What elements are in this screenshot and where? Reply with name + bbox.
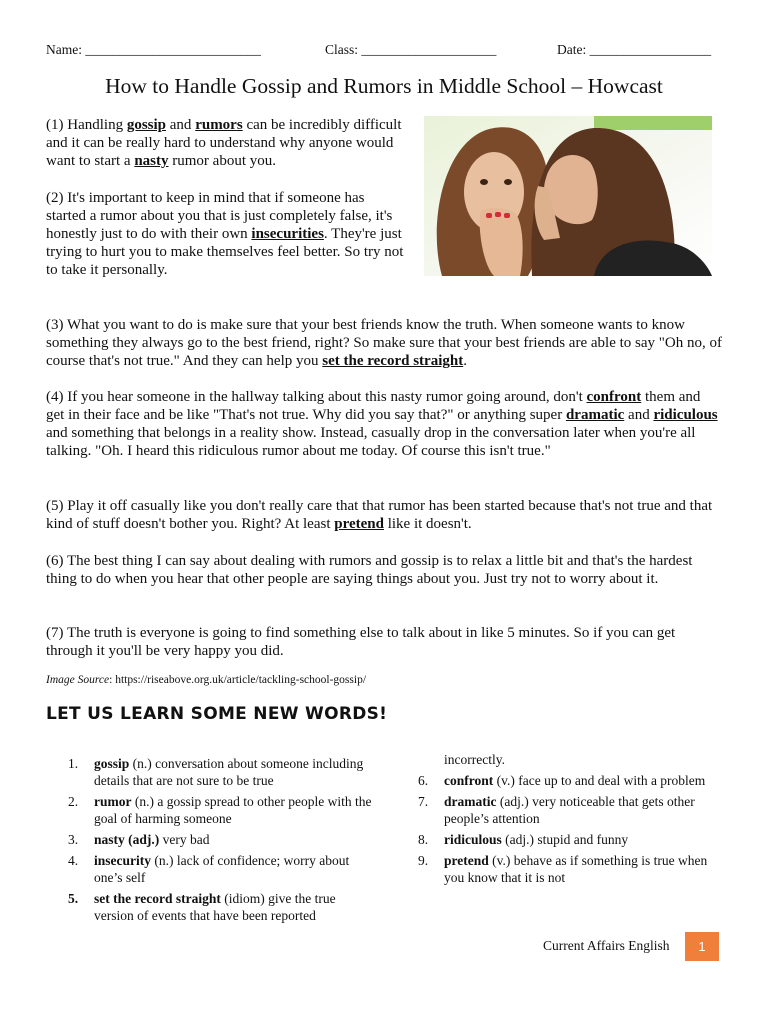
vocab-link-rumors: rumors (195, 117, 243, 133)
date-field: Date: __________________ (557, 42, 712, 57)
vocab-link-gossip: gossip (126, 117, 167, 133)
vocab-link-pretend: pretend (334, 516, 384, 532)
name-field: Name: __________________________ (46, 42, 261, 57)
vocab-item: 3. nasty (adj.) very bad (68, 832, 210, 847)
paragraph-1: (1) Handling gossip and rumors can be incredibly difficult and it can be really hard to understand why anyone would want to start a nasty rumor about you. (46, 117, 402, 169)
vocab-item: 4. insecurity (n.) lack of confidence; worry about one’s self (68, 853, 350, 885)
vocab-link-set-the-record-straight: set the record straight (322, 353, 464, 369)
vocab-list-left (68, 755, 378, 928)
vocab-link-insecurities: insecurities (251, 226, 324, 242)
vocab-link-dramatic: dramatic (565, 407, 625, 423)
vocab-continuation: incorrectly. (444, 752, 505, 767)
vocab-item: 1. gossip (n.) conversation about someone including details that are not sure to be true (68, 756, 364, 788)
vocab-item: 9. pretend (v.) behave as if something is true when you know that it is not (418, 853, 708, 885)
vocab-item: 7. dramatic (adj.) very noticeable that gets other people’s attention (418, 794, 695, 826)
paragraph-4: (4) If you hear someone in the hallway talking about this nasty rumor going around, don't confront them and get in their face and be like "That's not true. Why did you say that?" or anything super dramatic and ridiculous and something that belongs in a reality show. Instead, casually drop in the conversation later when you're all talking. "Oh. I heard this ridiculous rumor about me today. Of course this isn't true." (46, 389, 718, 459)
vocab-list-right (418, 772, 718, 890)
vocab-link-ridiculous: ridiculous (653, 407, 718, 423)
girls-whispering-photo (424, 116, 712, 276)
paragraph-2: (2) It's important to keep in mind that if someone has started a rumor about you that is just completely false, it's honestly just to do with their own insecurities. They're just trying to hurt you to make themselves feel better. So try not to take it personally. (46, 190, 404, 278)
vocab-item: 2. rumor (n.) a gossip spread to other people with the goal of harming someone (68, 794, 372, 826)
paragraph-7: (7) The truth is everyone is going to find something else to talk about in like 5 minutes. So if you can get through it you'll be very happy you did. (46, 625, 676, 659)
paragraph-3: (3) What you want to do is make sure that your best friends know the truth. When someone wants to know something they always go to the best friend, right? So make sure that your best friends are able to say "Oh no, of course that's not true." And they can help you set the record straight. (46, 317, 722, 369)
vocab-item: 5. set the record straight (idiom) give the true version of events that have been reported (68, 891, 336, 923)
page-title: How to Handle Gossip and Rumors in Middle School – Howcast (105, 74, 663, 98)
section-heading: LET US LEARN SOME NEW WORDS! (46, 704, 388, 724)
vocab-link-nasty: nasty (134, 153, 169, 169)
page-number: 1 (685, 932, 719, 961)
footer-text: Current Affairs English (543, 938, 670, 953)
vocab-link-confront: confront (586, 389, 642, 405)
vocab-item: 6. confront (v.) face up to and deal with a problem (418, 773, 706, 788)
paragraph-5: (5) Play it off casually like you don't really care that that rumor has been started because that's not true and that kind of stuff doesn't bother you. Right? At least pretend like it doesn't. (46, 498, 713, 532)
class-field: Class: ____________________ (325, 42, 497, 57)
vocab-item: 8. ridiculous (adj.) stupid and funny (418, 832, 629, 847)
paragraph-6: (6) The best thing I can say about dealing with rumors and gossip is to relax a little bit and that's the hardest thing to do when you hear that other people are saying things about you. Just try not to worry about it. (46, 553, 693, 587)
image-source: Image Source: https://riseabove.org.uk/article/tackling-school-gossip/ (46, 674, 367, 686)
